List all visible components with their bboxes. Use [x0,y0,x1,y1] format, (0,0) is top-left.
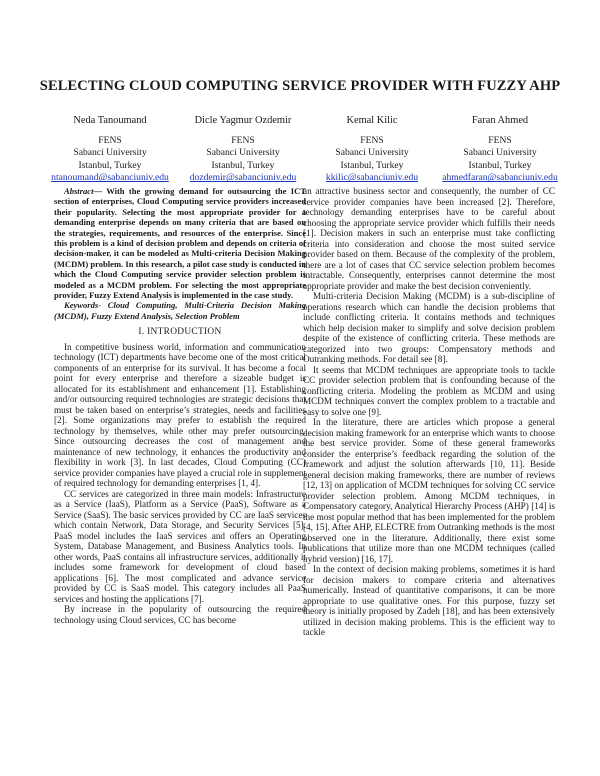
paragraph: In the literature, there are articles which propose a general decision making framework for an enterprise which wants to choose the best service provider. Some of these general frameworks consider the enterprise’s feedback regarding the solution of the framework and adjust the solution afterwards [10, 11]. Beside general decision making frameworks, there are number of reviews [12, 13] on application of MCDM techniques for solving CC service provider selection problem. Among MCDM techniques, in Compensatory category, Analytical Hierarchy Process (AHP) [14] is the most popular method that has been implemented for the problem [4, 15]. After AHP, ELECTRE from Outranking methods is the most observed one in the literature. Additionally, there exist some publications that utilize more than one MCDM techniques (called hybrid version) [16, 17]. [303,417,555,564]
paragraph: By increase in the popularity of outsourcing the required technology using Cloud services, CC has become [54,604,306,625]
paragraph: CC services are categorized in three main models: Infrastructure as a Service (IaaS), Platform as a Service (PaaS), Software as a Service (SaaS). The basic services provided by CC are IaaS services which contain Network, Data Storage, and Security Services [5]. PaaS model includes the IaaS services and offers an Operating System, Database Management, and Business Analytics tools. In other words, PaaS contains all infrastructure services, additionally it includes some framework for development of cloud based applications [6]. The most complicated and advance service provided by CC is SaaS model. This category includes all PaaS services and hosting the applications [7]. [54,488,306,604]
author-location: Istanbul, Turkey [211,159,275,171]
author-1 [40,115,180,185]
section-heading: I. INTRODUCTION [138,327,222,338]
author-org: Sabanci University [73,147,147,159]
author-name: Dicle Yagmur Ozdemir [194,115,292,126]
author-name: Kemal Kilic [346,115,398,126]
author-email-link[interactable]: ahmedfaran@sabanciuniv.edu [442,172,558,184]
author-name: Neda Tanoumand [73,115,147,126]
left-column [54,186,306,625]
author-location: Istanbul, Turkey [340,159,404,171]
author-dept: FENS [98,134,122,146]
abstract-lead: Abstract— [64,186,102,196]
author-location: Istanbul, Turkey [78,159,142,171]
author-dept: FENS [231,134,255,146]
paper-title: SELECTING CLOUD COMPUTING SERVICE PROVIDER WITH FUZZY AHP [39,78,561,94]
right-column [303,186,555,638]
author-org: Sabanci University [206,147,280,159]
paragraph: In competitive business world, information and communication technology (ICT) departments have become one of the most critical components of an enterprise for its survival. It has become a focal point for every enterprise and therefore a sizeable budget is allocated for its establishment and enhancement [1]. Establishing and/or outsourcing required technologies are strategic decisions that must be taken based on enterprise’s strategies, needs and facilities [2]. Some organizations may prefer to establish the required technology by themselves, while other may prefer outsourcing. Since outsourcing decreases the cost of management and maintenance of new technology, it enhances the productivity and flexibility in work [3]. In last decades, Cloud Computing (CC) service provider companies have played a crucial role in supplement of required technology for demanding enterprises [1, 4]. [54,341,306,489]
author-name: Faran Ahmed [471,115,529,126]
paragraph: an attractive business sector and consequently, the number of CC service provider companies have been increased [2]. Therefore, technology demanding enterprises have to be careful about choosing the appropriate service provider which fulfills their needs [1]. Decision makers in such an enterprise must take conflicting criteria into consideration and choose the most suited service provider based on them. Because of the complexity of the problem, there are a lot of cases that CC service selection problem becomes intractable. Consequently, enterprises cannot determine the most appropriate provider and make the best decision conveniently. [303,186,555,291]
author-dept: FENS [360,134,384,146]
abstract-body: With the growing demand for outsourcing the ICT section of enterprises, Cloud Computing service providers increased their popularity. Selecting the most appropriate provider for a demanding enterprise depends on many criteria that are based on the strategies, requirements, and resources of the enterprise. Since this problem is a kind of decision problem and depends on criteria of decision-maker, it can be modeled as Multi-criteria Decision Making (MCDM) problem. In this research, a pilot case study is conducted in which the Cloud Computing service provider selection problem is modeled as a MCDM problem. For selecting the most appropriate provider, Fuzzy Extend Analysis is implemented in the case study. [54,186,306,301]
author-email-link[interactable]: kkilic@sabanciuniv.edu [325,172,419,184]
abstract [54,186,306,300]
author-2 [173,115,313,185]
author-email-link[interactable]: ntanoumand@sabanciuniv.edu [51,172,169,184]
author-org: Sabanci University [463,147,537,159]
author-3 [302,115,442,185]
author-location: Istanbul, Turkey [468,159,532,171]
author-dept: FENS [488,134,512,146]
author-4 [430,115,570,185]
paragraph: Multi-criteria Decision Making (MCDM) is a sub-discipline of operations research which can handle the decision problems that include conflicting criteria. It contains methods and techniques which help decision maker to simplify and solve decision problem despite of the existence of conflicting criteria. These methods are categorized into two groups: Compensatory methods and Outranking methods. For detail see [8]. [303,291,555,364]
paragraph: It seems that MCDM techniques are appropriate tools to tackle CC provider selection problem that is confounding because of the conflicting criteria. Modeling the problem as MCDM and using MCDM techniques convert the complex problem to a tractable and easy to solve one [9]. [303,364,555,417]
paragraph: In the context of decision making problems, sometimes it is hard for decision makers to compare criteria and alternatives numerically. Instead of quantitative comparisons, it can be more appropriate to use qualitative ones. For this purpose, fuzzy set theory is initially proposed by Zadeh [18], and has been extensively utilized in decision making problems. This is the efficient way to tackle [303,564,555,637]
keywords: Keywords- Cloud Computing, Multi-Criteria Decision Making (MCDM), Fuzzy Extend Analysis, Selection Problem [54,300,306,321]
author-email-link[interactable]: dozdemir@sabanciuniv.edu [189,172,297,184]
author-org: Sabanci University [335,147,409,159]
